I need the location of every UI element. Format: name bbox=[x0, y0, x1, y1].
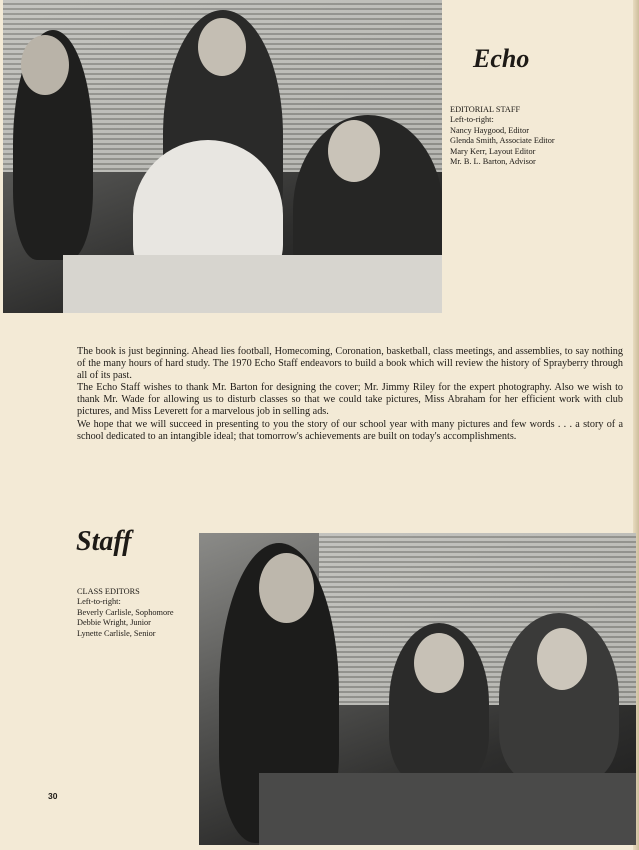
caption-line: Left-to-right: bbox=[77, 597, 121, 607]
editorial-staff-photo bbox=[3, 0, 442, 313]
body-paragraph: We hope that we will succeed in presenting to you the story of our school year with many pictures and few words . . . a story of a school dedicated to an intangible ideal; that tomorrow's achievements are built on today's accomplishments. bbox=[77, 418, 623, 442]
class-editors-caption bbox=[77, 587, 174, 639]
section-title-echo: Echo bbox=[473, 44, 530, 73]
caption-line: Nancy Haygood, Editor bbox=[450, 125, 530, 135]
caption-line: Debbie Wright, Junior bbox=[77, 618, 151, 628]
caption-line: Lynette Carlisle, Senior bbox=[77, 628, 156, 638]
caption-line: Left-to-right: bbox=[450, 115, 494, 125]
caption-line: EDITORIAL STAFF bbox=[450, 105, 521, 114]
body-paragraph: The Echo Staff wishes to thank Mr. Barton for designing the cover; Mr. Jimmy Riley for the expert photography. Also we wish to thank Mr. Wade for allowing us to disturb classes so that we could take pictures, Miss Abraham for her efficient work with club pictures, and Miss Leverett for a marvelous job in selling ads. bbox=[77, 382, 623, 418]
caption-line: Beverly Carlisle, Sophomore bbox=[77, 607, 174, 617]
page-number: 30 bbox=[48, 791, 58, 801]
body-text bbox=[77, 346, 623, 443]
section-title-staff: Staff bbox=[76, 526, 132, 557]
class-editors-photo bbox=[199, 533, 636, 845]
caption-line: Glenda Smith, Associate Editor bbox=[450, 136, 555, 146]
body-paragraph: The book is just beginning. Ahead lies football, Homecoming, Coronation, basketball, class meetings, and assemblies, to say nothing of the many hours of hard study. The 1970 Echo Staff endeavors to build a book which will review the history of Sprayberry through all of its past. bbox=[77, 346, 623, 382]
caption-line: Mr. B. L. Barton, Advisor bbox=[450, 157, 536, 167]
caption-line: CLASS EDITORS bbox=[77, 587, 140, 596]
caption-line: Mary Kerr, Layout Editor bbox=[450, 146, 536, 156]
editorial-staff-caption bbox=[450, 105, 555, 167]
